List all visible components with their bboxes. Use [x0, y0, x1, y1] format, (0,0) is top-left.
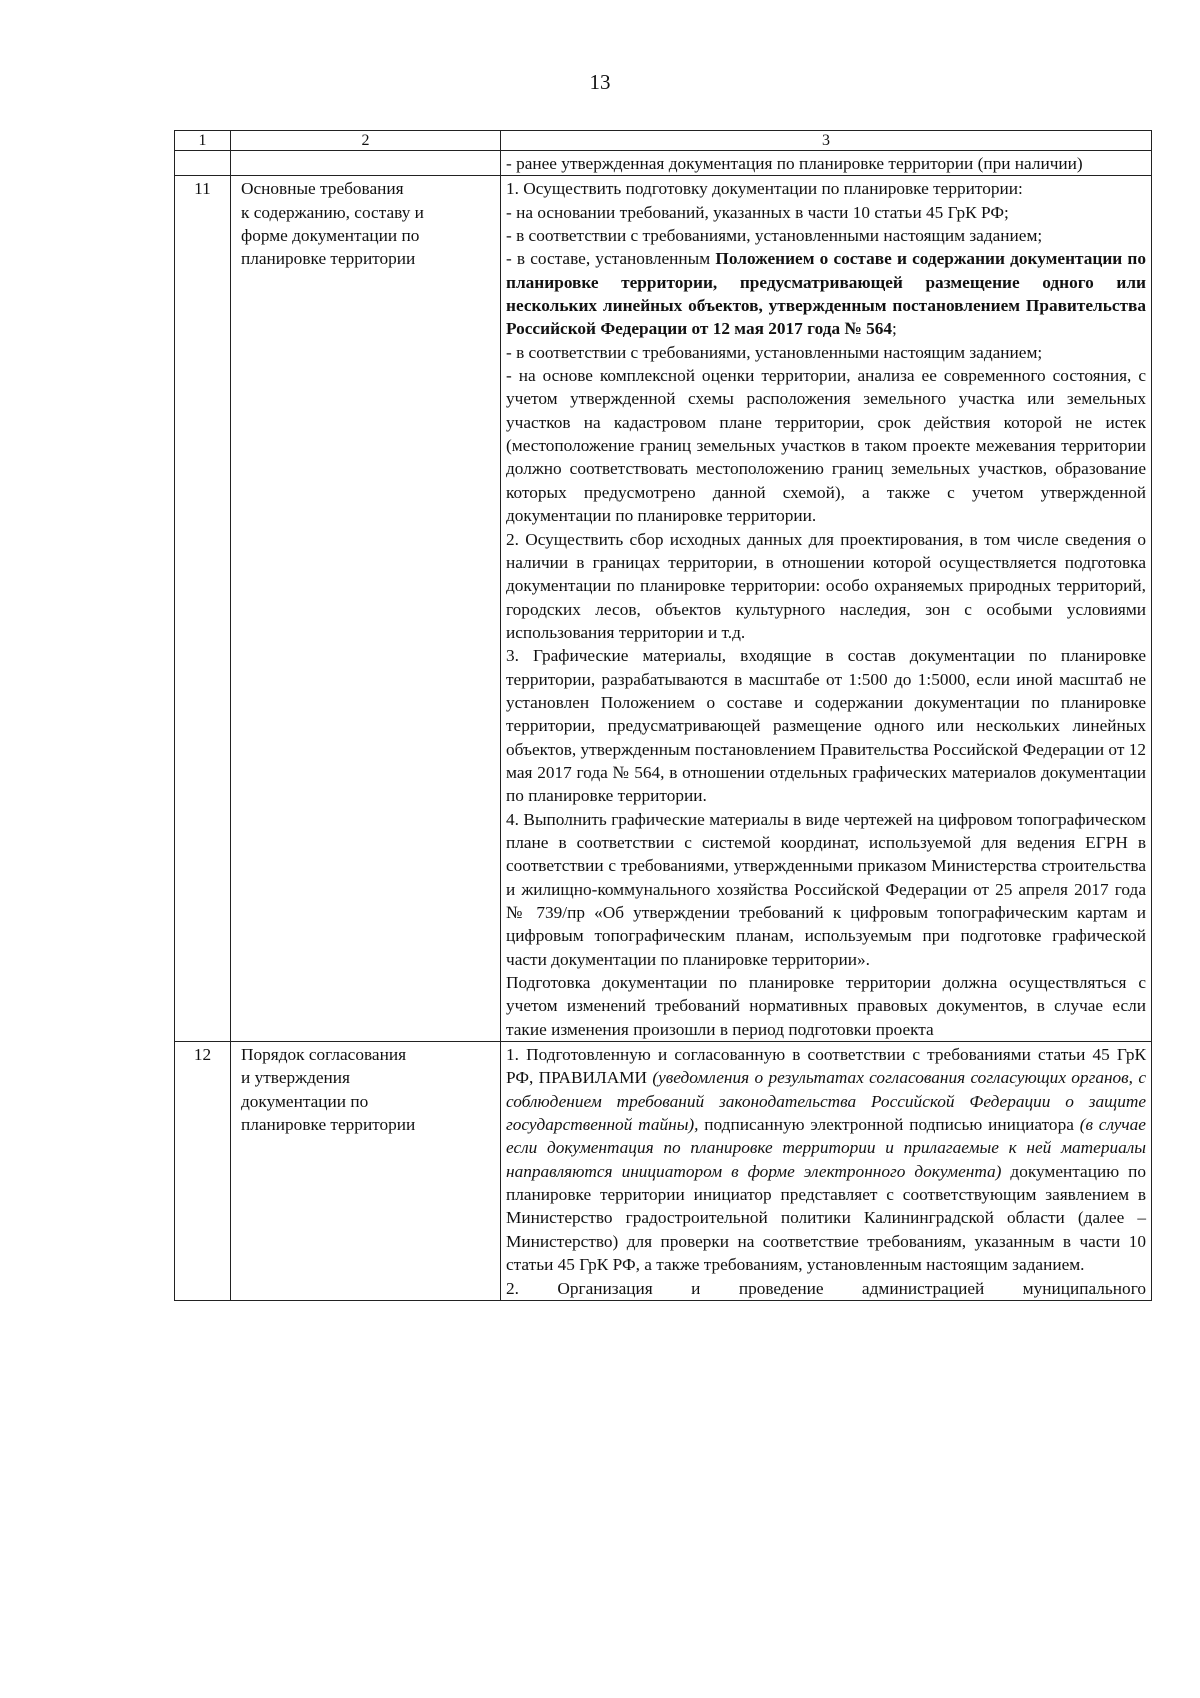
row-name-line: Порядок согласования — [241, 1045, 407, 1065]
text-span: - в составе, установленным — [506, 249, 716, 269]
paragraph: - на основании требований, указанных в части 10 статьи 45 ГрК РФ; — [506, 202, 1009, 222]
text-span: ; — [892, 319, 897, 339]
text-span: подписанную электронной подписью инициатора — [698, 1115, 1080, 1135]
row-content — [501, 1042, 1152, 1301]
paragraph: 1. Осуществить подготовку документации по планировке территории: — [506, 179, 1023, 199]
italic-note: (в случае если документация по планировке территории и прилагаемые к ней материалы направляются инициатором в форме электронного документа) — [506, 1115, 1146, 1181]
paragraph-regulation — [506, 247, 1146, 340]
row-name-line: планировке территории — [241, 1115, 416, 1135]
row-name — [231, 1042, 501, 1301]
paragraph: Подготовка документации по планировке территории должна осуществляться с учетом изменений требований нормативных правовых документов, в случае если такие изменения произошли в период подготовки проекта — [506, 973, 1146, 1039]
row-name — [231, 176, 501, 1042]
italic-note: (уведомления о результатах согласования согласующих органов, с соблюдением требований законодательства Российской Федерации о защите государственной тайны), — [506, 1068, 1146, 1135]
row-name-line: планировке территории — [241, 249, 416, 269]
row-number: 11 — [175, 176, 231, 1042]
requirements-table — [174, 130, 1152, 1301]
table-row-11 — [175, 176, 1152, 1042]
row-number-empty — [175, 151, 231, 176]
regulation-reference: Положением о составе и содержании документации по планировке территории, предусматривающей размещение одного или нескольких линейных объектов, утвержденным постановлением Правительства Российской Федерации от 12 мая 2017 года № 564 — [506, 249, 1146, 339]
row-number: 12 — [175, 1042, 231, 1301]
table-row-12 — [175, 1042, 1152, 1301]
row-name-line: к содержанию, составу и — [241, 202, 424, 222]
row-name-line: и утверждения — [241, 1068, 350, 1088]
paragraph: - в соответствии с требованиями, установленными настоящим заданием; — [506, 226, 1043, 246]
header-col-2: 2 — [231, 131, 501, 151]
row-name-line: документации по — [241, 1091, 369, 1111]
header-col-1: 1 — [175, 131, 231, 151]
paragraph: - ранее утвержденная документация по планировке территории (при наличии) — [506, 154, 1083, 173]
paragraph: - в соответствии с требованиями, установленными настоящим заданием; — [506, 342, 1043, 362]
row-content — [501, 176, 1152, 1042]
page-number: 13 — [589, 70, 611, 94]
paragraph: - на основе комплексной оценки территории, анализа ее современного состояния, с учетом утвержденной схемы расположения земельного участка или земельных участков на кадастровом плане территории, срок действия которой не истек (местоположение границ земельных участков в таком проекте межевания территории должно соответствовать местоположению границ земельных участков, образование которых предусмотрено данной схемой), а также с учетом утвержденной документации по планировке территории. — [506, 366, 1146, 526]
row-name-empty — [231, 151, 501, 176]
paragraph: 4. Выполнить графические материалы в виде чертежей на цифровом топографическом плане в соответствии с системой координат, используемой для ведения ЕГРН в соответствии с требованиями, утвержденными приказом Министерства строительства и жилищно-коммунального хозяйства Российской Федерации от 25 апреля 2017 года № 739/пр «Об утверждении требований к цифровым топографическим картам и цифровым топографическим планам, используемым при подготовке графической части документации по планировке территории». — [506, 809, 1146, 969]
paragraph: 2. Осуществить сбор исходных данных для проектирования, в том числе сведения о наличии в границах территории, в отношении которой осуществляется подготовка документации по планировке территории: особо охраняемых природных территорий, городских лесов, объектов культурного наследия, зон с особыми условиями использования территории и т.д. — [506, 529, 1146, 642]
paragraph: 3. Графические материалы, входящие в состав документации по планировке территории, разрабатываются в масштабе от 1:500 до 1:5000, если иной масштаб не установлен Положением о составе и содержании документации по планировке территории, предусматривающей размещение одного или нескольких линейных объектов, утвержденным постановлением Правительства Российской Федерации от 12 мая 2017 года № 564, в отношении отдельных графических материалов документации по планировке территории. — [506, 646, 1146, 806]
paragraph-approval — [506, 1043, 1146, 1276]
table-row-continuation — [175, 151, 1152, 176]
text-span: 1. Подготовленную и согласованную в соответствии с требованиями статьи 45 ГрК РФ, ПРАВИЛАМИ — [506, 1045, 1146, 1088]
row-name-line: форме документации по — [241, 226, 420, 246]
paragraph: 2. Организация и проведение администрацией муниципального — [506, 1278, 1146, 1298]
header-col-3: 3 — [501, 131, 1152, 151]
table-header-row — [175, 131, 1152, 151]
text-span: документацию по планировке территории инициатор представляет с соответствующим заявлением в Министерство градостроительной политики Калининградской области (далее – Министерство) для проверки на соответствие требованиям, указанным в части 10 статьи 45 ГрК РФ, а также требованиям, установленным настоящим заданием. — [506, 1161, 1146, 1275]
row-name-line: Основные требования — [241, 179, 404, 199]
row-content — [501, 151, 1152, 176]
